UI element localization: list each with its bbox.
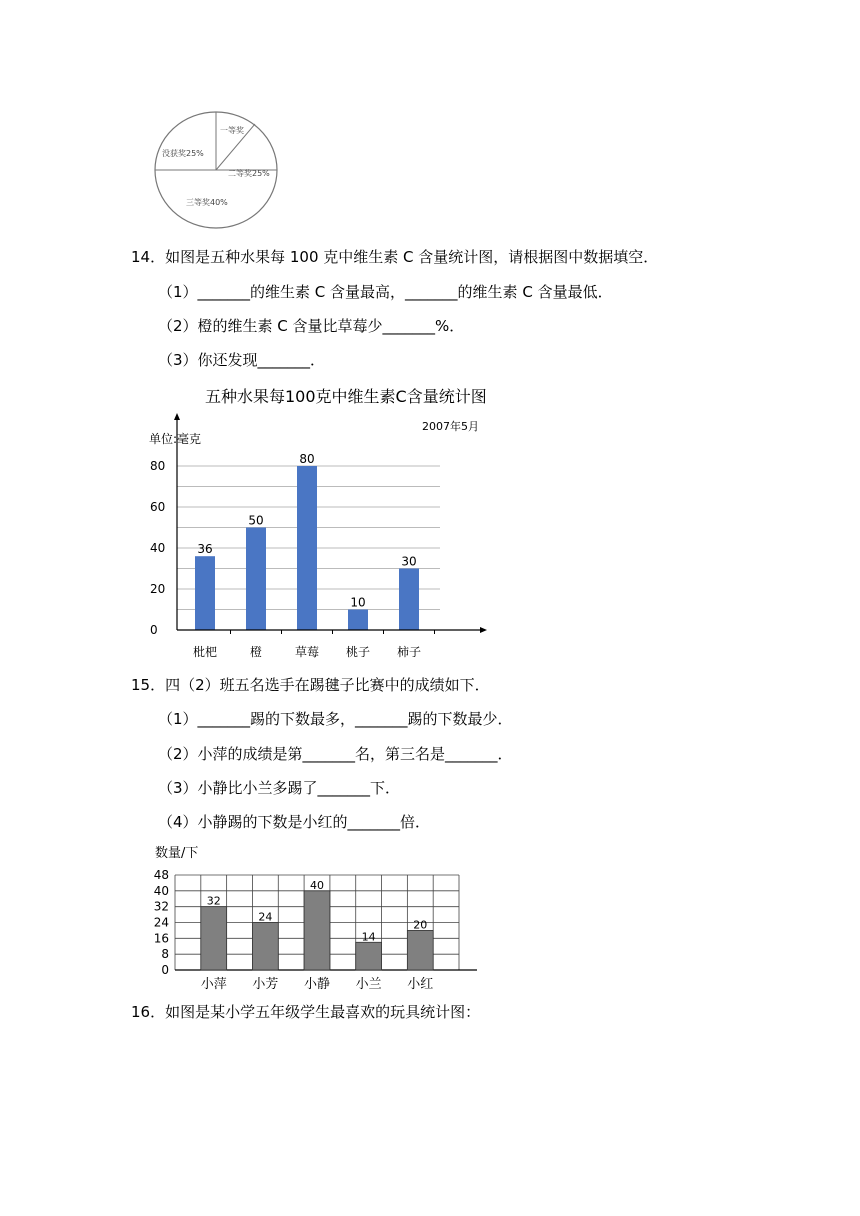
chart2-bar <box>201 907 227 970</box>
chart2-data-label: 20 <box>413 918 428 932</box>
chart1-ytick-label: 60 <box>150 500 166 514</box>
chart1-y-arrow <box>174 413 180 420</box>
q14-stem: 14．如图是五种水果每 100 克中维生素 C 含量统计图，请根据图中数据填空． <box>131 248 659 266</box>
chart1-x-arrow <box>480 627 487 633</box>
chart2-category-label: 小萍 <box>200 977 227 992</box>
chart1-date: 2007年5月 <box>422 420 479 433</box>
chart2-data-label: 14 <box>361 930 376 944</box>
pie-chart <box>150 108 285 233</box>
chart1-data-label: 30 <box>401 554 417 569</box>
chart1-title: 五种水果每100克中维生素C含量统计图 <box>205 387 487 406</box>
chart1-ytick-label: 40 <box>150 541 166 555</box>
chart2-category-label: 小芳 <box>252 977 279 992</box>
chart2-ytick-label: 48 <box>153 868 169 882</box>
chart2-data-label: 32 <box>206 894 221 908</box>
chart1-data-label: 36 <box>197 542 213 557</box>
chart2-category-label: 小兰 <box>355 977 382 992</box>
chart1-bar <box>399 569 419 631</box>
pie-label-third: 三等奖40% <box>186 198 228 207</box>
chart2-bar <box>407 930 433 970</box>
chart2-category-label: 小红 <box>407 977 434 992</box>
chart2-ytick-label: 16 <box>153 931 169 946</box>
chart1-data-label: 10 <box>350 595 366 610</box>
q15-sub2: （2）小萍的成绩是第_______名，第三名是_______． <box>158 745 513 763</box>
chart1-data-label: 80 <box>299 452 315 466</box>
chart1-bar <box>348 610 368 631</box>
chart1-bar <box>297 466 317 630</box>
chart1-ytick-label: 80 <box>150 459 166 473</box>
chart2-bar <box>356 942 382 970</box>
chart1-category-label: 枇杷 <box>192 645 218 659</box>
q15-stem: 15．四（2）班五名选手在踢毽子比赛中的成绩如下． <box>131 676 490 694</box>
pie-label-first: 一等奖 <box>220 126 244 135</box>
chart1-ytick-label: 20 <box>150 582 166 596</box>
pie-label-none: 没获奖25% <box>162 149 204 158</box>
chart2-bar <box>252 923 278 971</box>
chart1-unit: 单位:毫克 <box>149 432 202 446</box>
chart2-bar <box>304 891 330 970</box>
q16-stem: 16．如图是某小学五年级学生最喜欢的玩具统计图： <box>131 1003 481 1021</box>
pie-label-second: 二等奖25% <box>228 169 270 178</box>
q15-sub1: （1）_______踢的下数最多，_______踢的下数最少． <box>158 710 513 728</box>
chart1-bar <box>195 556 215 630</box>
chart2-ytick-label: 40 <box>153 883 169 898</box>
chart1-category-label: 柿子 <box>396 645 422 659</box>
q14-sub3: （3）你还发现_______． <box>158 351 326 369</box>
chart2-ytick-label: 32 <box>153 899 169 914</box>
q15-sub3: （3）小静比小兰多踢了_______下． <box>158 779 401 797</box>
chart1-category-label: 草莓 <box>294 645 320 659</box>
chart2-category-label: 小静 <box>303 977 331 992</box>
vitamin-c-bar-chart <box>140 410 490 665</box>
chart2-data-label: 24 <box>258 910 273 924</box>
chart2-ytick-label: 0 <box>161 963 169 977</box>
chart1-bar <box>246 528 266 631</box>
chart1-category-label: 桃子 <box>345 645 371 659</box>
chart2-data-label: 40 <box>310 878 324 892</box>
chart2-ytick-label: 24 <box>153 915 169 930</box>
chart2-ytick-label: 8 <box>161 947 169 962</box>
q14-sub2: （2）橙的维生素 C 含量比草莓少_______%． <box>158 317 465 335</box>
chart1-ytick-label: 0 <box>150 623 158 637</box>
q14-sub1: （1）_______的维生素 C 含量最高，_______的维生素 C 含量最低． <box>158 283 613 301</box>
q15-sub4: （4）小静踢的下数是小红的_______倍． <box>158 813 431 831</box>
chart1-category-label: 橙 <box>249 645 263 659</box>
chart1-data-label: 50 <box>248 513 264 528</box>
chart2-ylabel: 数量/下 <box>155 846 199 861</box>
shuttlecock-bar-chart <box>145 842 485 992</box>
